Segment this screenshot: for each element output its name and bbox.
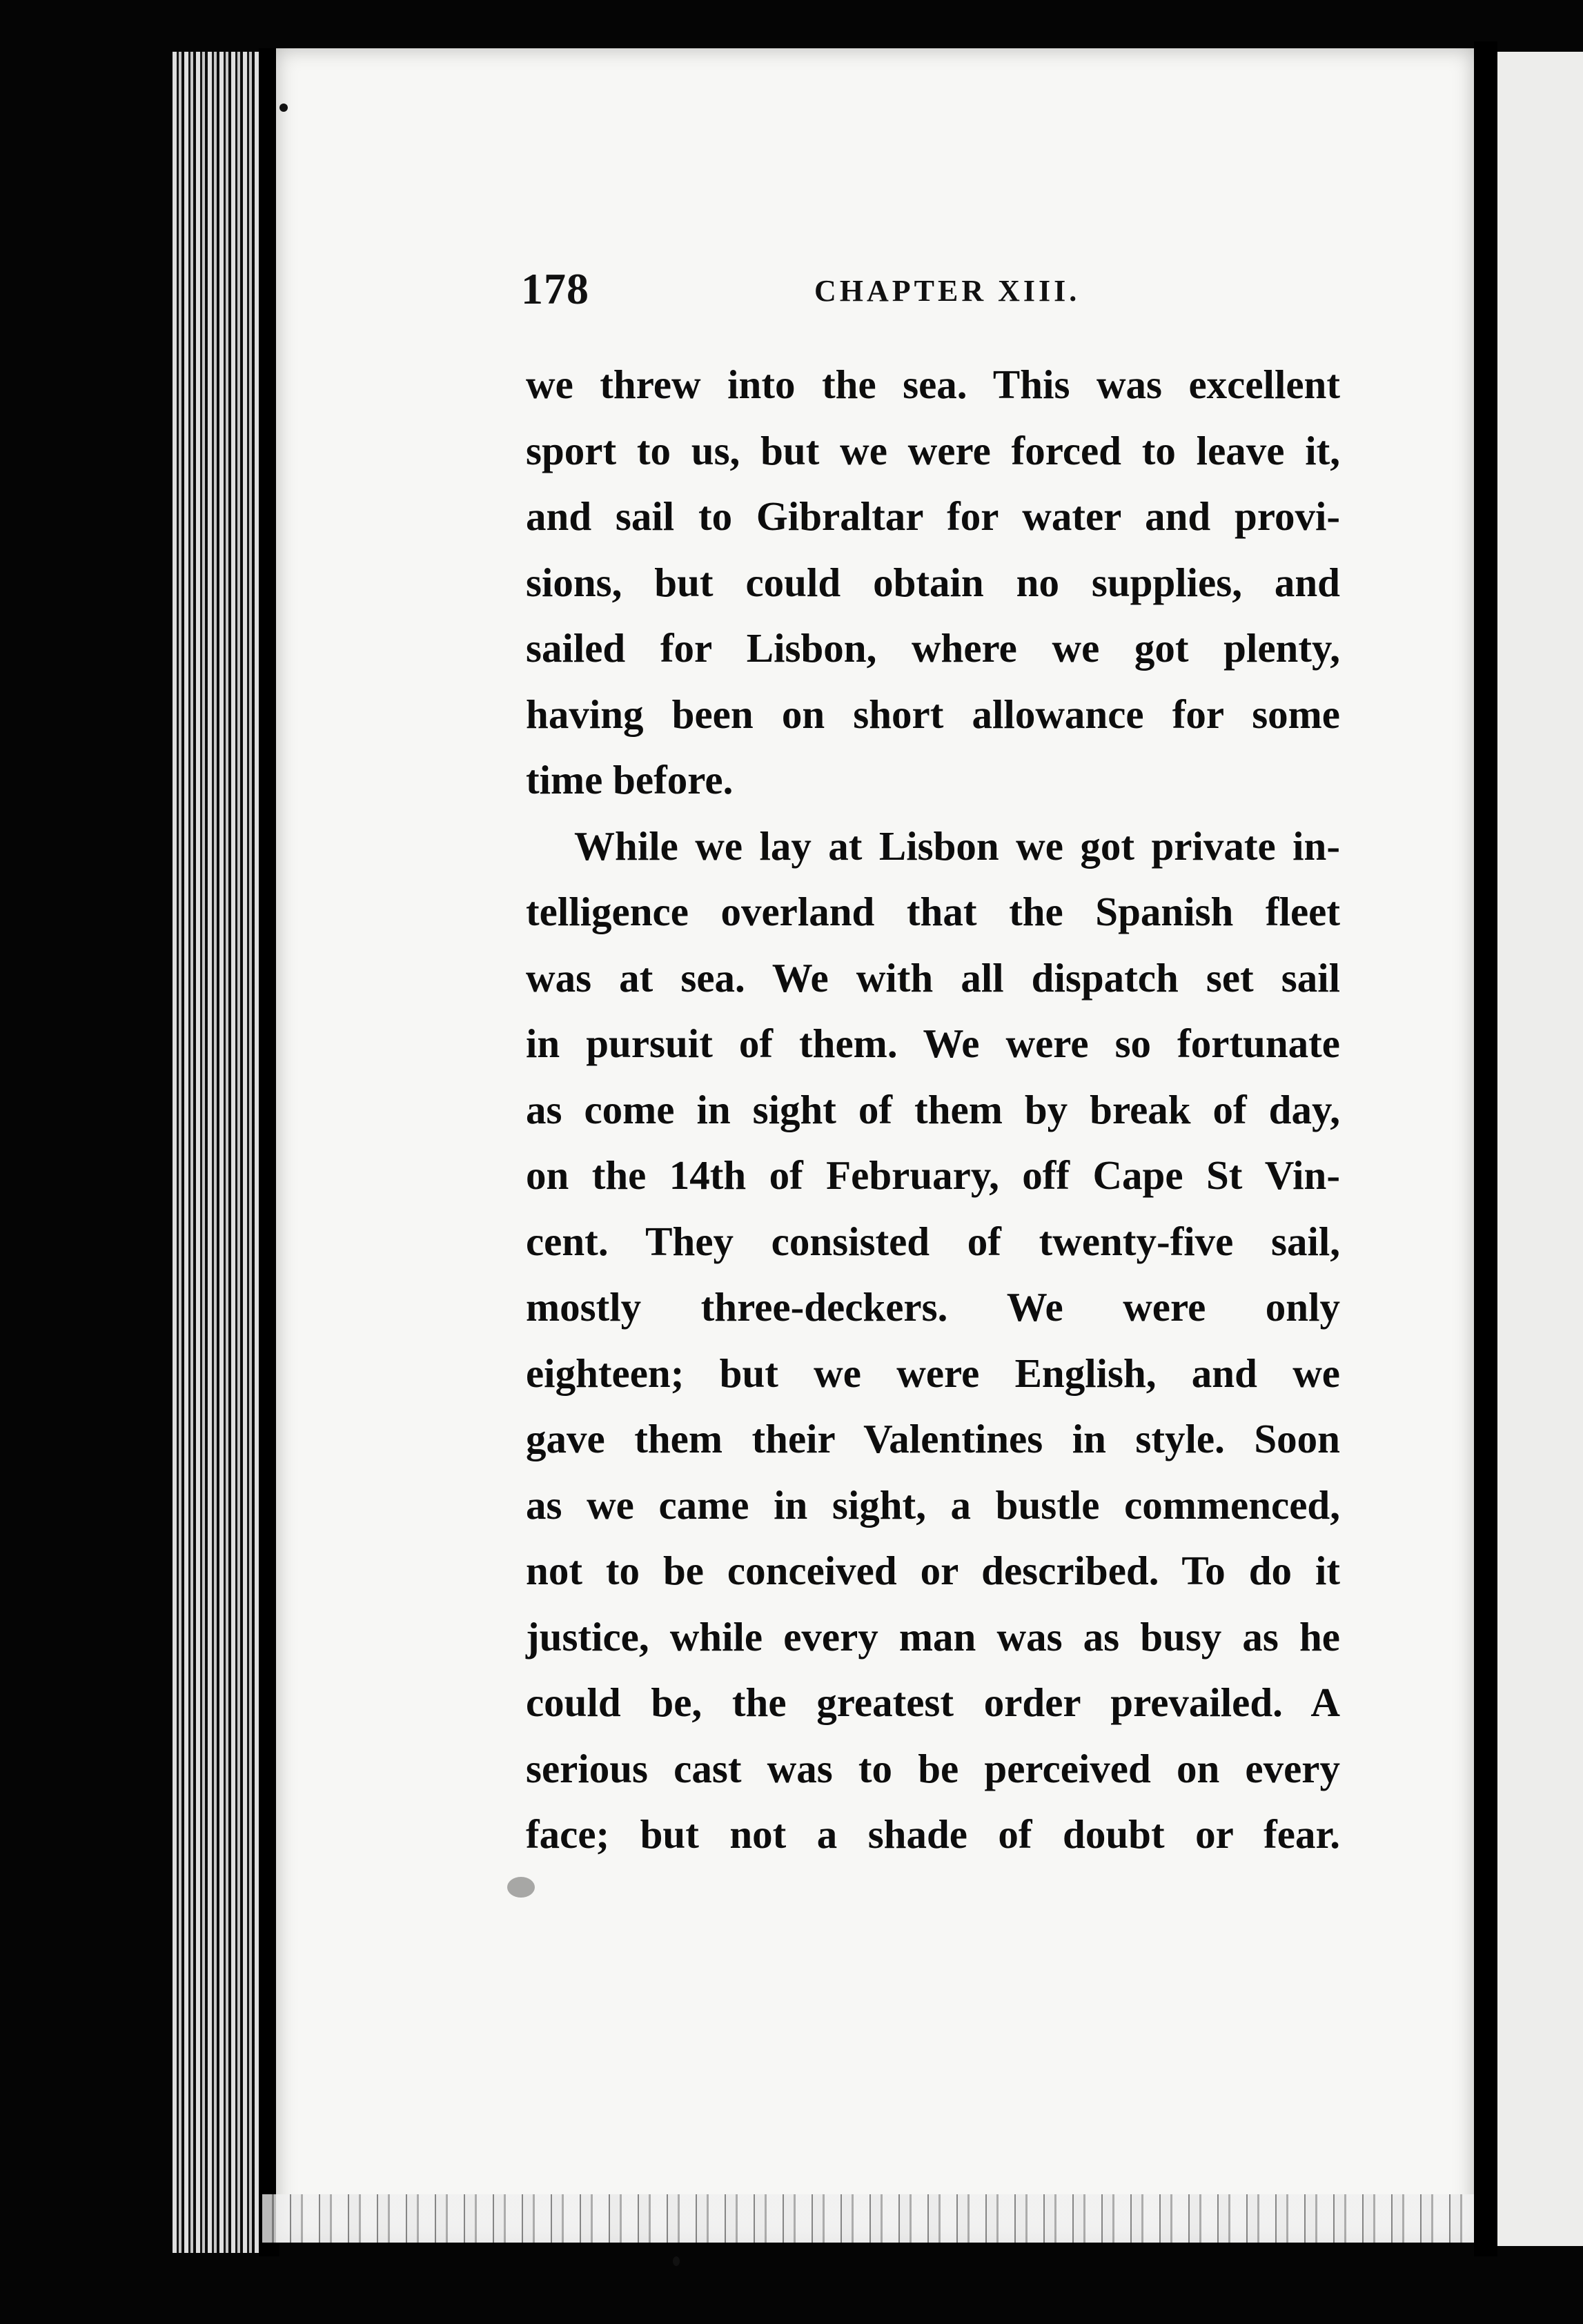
- adjacent-page-sliver: [1497, 52, 1583, 2246]
- page-bottom-edges: [262, 2194, 1573, 2243]
- text-line: sions, but could obtain no supplies, and: [526, 559, 1340, 605]
- text-line: justice, while every man was as busy as he: [526, 1613, 1340, 1660]
- text-line: sailed for Lisbon, where we got plenty,: [526, 625, 1340, 671]
- text-line: we threw into the sea. This was excellent: [526, 362, 1340, 407]
- body-text: [526, 352, 1340, 1868]
- text-line: While we lay at Lisbon we got private in-: [574, 823, 1340, 869]
- page-header: [521, 264, 1108, 319]
- text-line: eighteen; but we were English, and we: [526, 1350, 1340, 1396]
- text-line: could be, the greatest order prevailed. A: [526, 1680, 1340, 1725]
- text-line: and sail to Gibraltar for water and provi-: [526, 493, 1340, 539]
- running-head: CHAPTER XIII.: [814, 274, 1081, 308]
- text-line: serious cast was to be perceived on every: [526, 1745, 1340, 1791]
- text-line: not to be conceived or described. To do it: [526, 1548, 1340, 1593]
- ink-speck: [507, 1877, 535, 1898]
- ink-speck: [279, 104, 288, 112]
- page-number: 178: [521, 264, 589, 313]
- text-line: time before.: [526, 757, 734, 802]
- ink-speck: [673, 2256, 680, 2266]
- text-line: as we came in sight, a bustle commenced,: [526, 1481, 1340, 1528]
- text-line: having been on short allowance for some: [526, 691, 1340, 737]
- text-line: mostly three-deckers. We were only: [526, 1284, 1340, 1330]
- text-line: as come in sight of them by break of day,: [526, 1086, 1340, 1132]
- text-line: was at sea. We with all dispatch set sail: [526, 954, 1340, 1001]
- text-line: on the 14th of February, off Cape St Vin-: [526, 1152, 1340, 1198]
- text-line: telligence overland that the Spanish fleet: [526, 889, 1340, 934]
- text-line: in pursuit of them. We were so fortunate: [526, 1021, 1340, 1066]
- text-line: cent. They consisted of twenty-five sail,: [526, 1218, 1340, 1264]
- text-line: face; but not a shade of doubt or fear.: [526, 1811, 1340, 1857]
- gutter: [1474, 41, 1497, 2256]
- text-line: sport to us, but we were forced to leave it,: [526, 427, 1340, 473]
- text-line: gave them their Valentines in style. Soon: [526, 1416, 1340, 1461]
